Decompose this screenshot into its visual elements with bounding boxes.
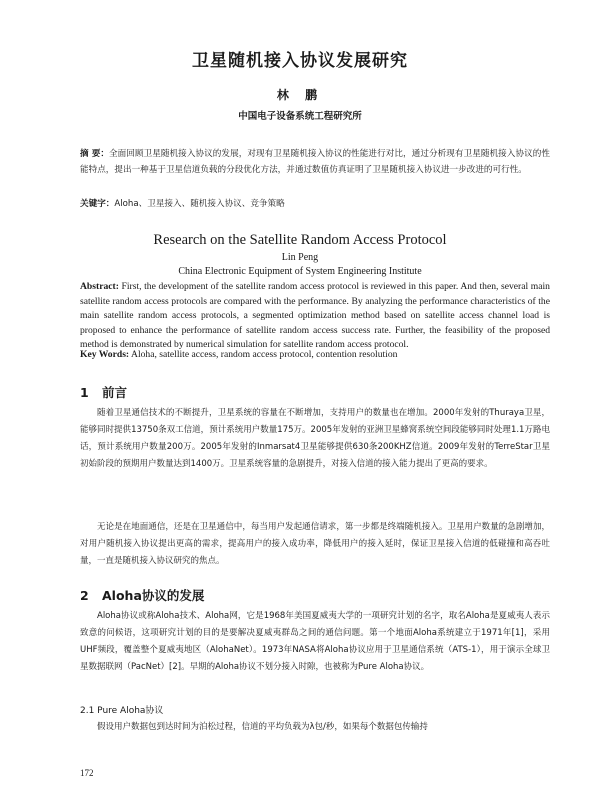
- chinese-title: 卫星随机接入协议发展研究: [192, 51, 408, 71]
- page-number: 172: [80, 768, 94, 778]
- section-1-paragraph-2: 无论是在地面通信，还是在卫星通信中，每当用户发起通信请求，第一步都是终端随机接入。卫星用户数量的急剧增加，对用户随机接入协议提出更高的需求，提高用户的接入成功率，降低用户的接入延时，保证卫星接入信道的低碰撞和高吞吐量，一直是随机接入协议研究的焦点。: [80, 522, 550, 566]
- chinese-abstract-text: 全面回顾卫星随机接入协议的发展，对现有卫星随机接入协议的性能进行对比，通过分析现有卫星随机接入协议的性能特点，提出一种基于卫星信道负载的分段优化方法，并通过数值仿真证明了卫星随机接入协议进一步改进的可行性。: [80, 149, 550, 175]
- section-2-paragraph-1: Aloha协议或称Aloha技术、Aloha网，它是1968年美国夏威夷大学的一项研究计划的名字，取名Aloha是夏威夷人表示致意的问候语，这项研究计划的目的是要解决夏威夷群岛之间的通信问题。第一个地面Aloha系统建立于1971年[1]，采用UHF频段，覆盖整个夏威夷地区（AlohaNet）。1973年NASA将Aloha协议应用于卫星通信系统（ATS-1），用于演示全球卫星数据联网（PacNet）[2]。早期的Aloha协议不划分接入时隙，也被称为Pure Aloha协议。: [80, 611, 550, 672]
- english-affiliation: China Electronic Equipment of System Engineering Institute: [178, 266, 422, 277]
- chinese-keywords-text: Aloha、卫星接入、随机接入协议、竞争策略: [114, 199, 285, 209]
- subsection-2-1-heading: 2.1 Pure Aloha协议: [80, 706, 164, 716]
- english-keywords: [80, 348, 550, 362]
- chinese-author: 林 鹏: [276, 88, 324, 102]
- chinese-keywords: [80, 197, 550, 211]
- chinese-abstract-label: 摘 要：: [80, 149, 109, 159]
- subsection-2-1-paragraph-1: 假设用户数据包到达时间为泊松过程，信道的平均负载为λ包/秒，如果每个数据包传输持: [97, 722, 428, 732]
- english-keywords-label: Key Words:: [80, 349, 130, 360]
- section-2-heading: [80, 586, 204, 604]
- section-2-title: Aloha协议的发展: [102, 588, 205, 603]
- english-title: Research on the Satellite Random Access Protocol: [153, 232, 447, 248]
- chinese-affiliation: 中国电子设备系统工程研究所: [238, 111, 362, 122]
- english-abstract: [80, 280, 550, 353]
- chinese-keywords-label: 关键字：: [80, 199, 115, 209]
- section-2-number: 2: [80, 588, 89, 603]
- english-keywords-text: Aloha, satellite access, random access protocol, contention resolution: [131, 349, 398, 360]
- section-1-paragraph-1: 随着卫星通信技术的不断提升，卫星系统的容量在不断增加，支持用户的数量也在增加。2000年发射的Thuraya卫星，能够同时提供13750条双工信道，预计系统用户数量175万。2005年发射的亚洲卫星蜂窝系统空间段能够同时处理1.1万路电话，预计系统用户数量200万。2005年发射的Inmarsat4卫星能够提供630条200KHZ信道。2009年发射的TerreStar卫星初始阶段的预期用户数量达到1400万。卫星系统容量的急剧提升，对接入信道的接入能力提出了更高的要求。: [80, 408, 550, 469]
- english-abstract-text: First, the development of the satellite random access protocol is reviewed in this paper. And then, several main satellite random access protocols are compared with the performance. By analyzing the performance characteristics of the main satellite random access protocols, a segmented optimization method based on satellite access channel load is proposed to enhance the performance of satellite random access success rate. Further, the feasibility of the proposed method is demonstrated by numerical simulation for satellite random access protocol.: [80, 281, 550, 350]
- english-abstract-label: Abstract:: [80, 281, 119, 292]
- english-author: Lin Peng: [281, 252, 319, 263]
- section-1-title: 前言: [102, 385, 128, 400]
- section-1-number: 1: [80, 385, 89, 400]
- chinese-abstract: [80, 146, 550, 178]
- section-1-heading: [80, 383, 127, 401]
